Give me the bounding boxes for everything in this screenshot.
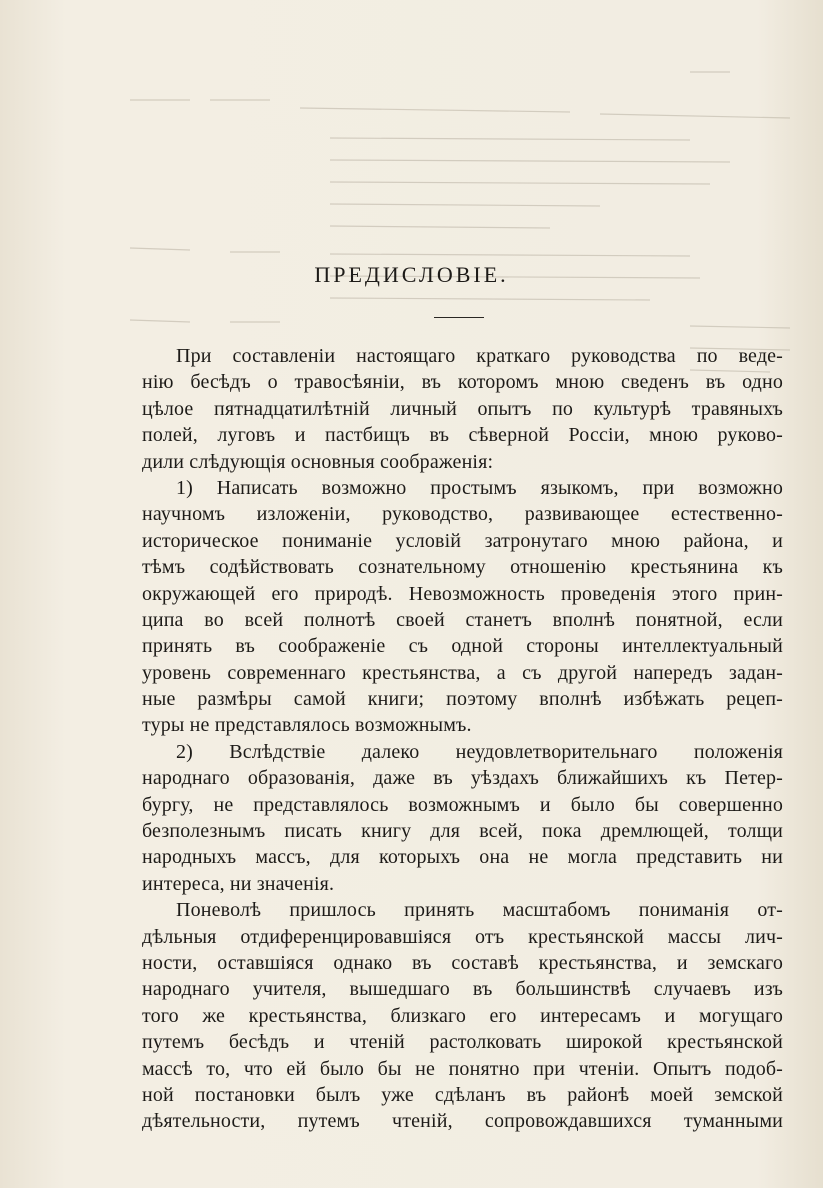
text-line: дѣятельности, путемъ чтеній, сопровождавшихся туманными — [142, 1110, 783, 1133]
text-line: ности, оставшіяся однако въ составѣ крестьянства, и земскаго — [142, 951, 783, 974]
preface-body — [142, 343, 783, 1135]
text-line: окружающей его природѣ. Невозможность проведенія этого прин- — [142, 582, 783, 605]
paragraph — [142, 343, 783, 475]
text-line: научномъ изложеніи, руководство, развивающее естественно- — [142, 503, 783, 526]
text-line: Поневолѣ пришлось принять масштабомъ пониманія от- — [176, 899, 783, 922]
text-line: 2) Вслѣдствіе далеко неудовлетворительнаго положенія — [176, 740, 783, 763]
text-line: тѣмъ содѣйствовать сознательному отношенію крестьянина къ — [142, 556, 783, 579]
text-line: народныхъ массъ, для которыхъ она не могла представить ни — [142, 846, 783, 869]
text-line: бургу, не представлялось возможнымъ и было бы совершенно — [142, 793, 783, 816]
text-line: дили слѣдующія основныя соображенія: — [142, 450, 494, 473]
text-line: путемъ бесѣдъ и чтеній растолковать широкой крестьянской — [142, 1031, 783, 1054]
paragraph — [142, 475, 783, 739]
page-title: ПРЕДИСЛОВІЕ. — [314, 262, 509, 287]
text-line: безполезнымъ писать книгу для всей, пока дремлющей, толщи — [142, 820, 783, 843]
text-line: 1) Написать возможно простымъ языкомъ, при возможно — [176, 476, 783, 499]
text-line: того же крестьянства, близкаго его интересамъ и могущаго — [142, 1004, 783, 1027]
text-line: полей, луговъ и пастбищъ въ сѣверной Россіи, мною руково- — [142, 424, 783, 447]
title-divider — [434, 317, 484, 318]
text-line: нію бесѣдъ о травосѣяніи, въ которомъ мною сведенъ въ одно — [142, 371, 783, 394]
text-line: народнаго учителя, вышедшаго въ большинствѣ случаевъ изъ — [142, 978, 783, 1001]
text-line: уровень современнаго крестьянства, а съ другой напередъ задан- — [142, 661, 783, 684]
text-line: принять въ соображеніе съ одной стороны интеллектуальный — [142, 635, 783, 658]
paragraph — [142, 897, 783, 1135]
text-line: дѣльныя отдиференцировавшіяся отъ крестьянской массы лич- — [142, 925, 783, 948]
text-line: ной постановки былъ уже сдѣланъ въ районѣ моей земской — [142, 1083, 783, 1106]
text-line: интереса, ни значенія. — [142, 872, 335, 895]
text-line: историческое пониманіе условій затронутаго мною района, и — [142, 529, 783, 552]
text-line: массѣ то, что ей было бы не понятно при чтеніи. Опытъ подоб- — [142, 1057, 783, 1080]
text-line: ципа во всей полнотѣ своей станетъ вполнѣ понятной, если — [142, 608, 783, 631]
text-line: народнаго образованія, даже въ уѣздахъ ближайшихъ къ Петер- — [142, 767, 783, 790]
paragraph — [142, 739, 783, 897]
text-line: При составленіи настоящаго краткаго руководства по веде- — [176, 345, 783, 367]
text-line: цѣлое пятнадцатилѣтній личный опытъ по культурѣ травяныхъ — [142, 397, 783, 420]
text-line: туры не представлялось возможнымъ. — [142, 714, 472, 737]
text-line: ные размѣры самой книги; поэтому вполнѣ избѣжать рецеп- — [142, 688, 783, 711]
